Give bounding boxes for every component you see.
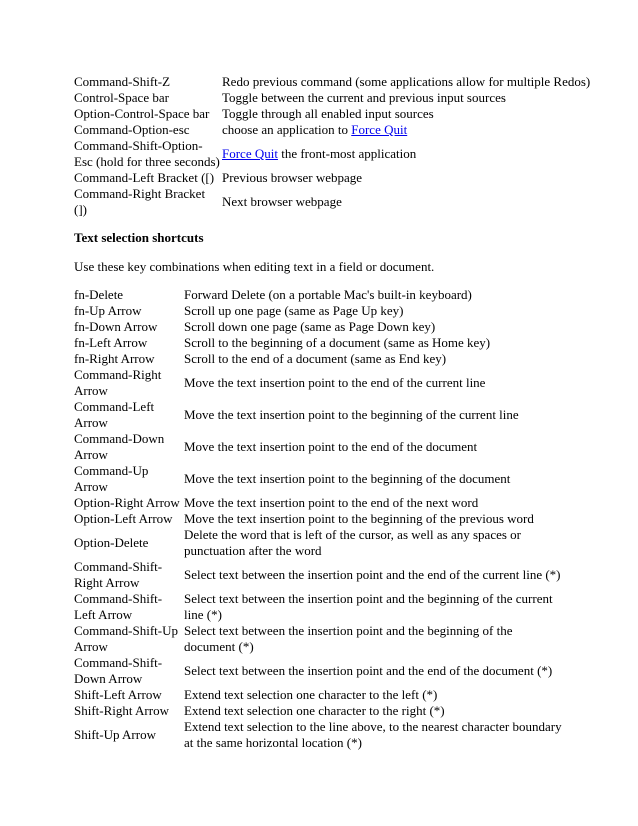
shortcut-description: Extend text selection one character to the left (*)	[184, 687, 438, 702]
table-row	[74, 287, 564, 303]
table-row	[74, 623, 564, 655]
table-row	[74, 655, 564, 687]
shortcut-description: Move the text insertion point to the end of the document	[184, 439, 478, 454]
table-row	[74, 463, 564, 495]
description-text: the front-most application	[277, 146, 417, 161]
shortcuts-table-text-selection	[74, 287, 564, 751]
table-row	[74, 335, 564, 351]
shortcut-description	[222, 138, 602, 170]
shortcut-description: Move the text insertion point to the beginning of the current line	[184, 407, 519, 422]
shortcut-description: Move the text insertion point to the end of the current line	[184, 375, 486, 390]
shortcut-key: Shift-Right Arrow	[74, 703, 169, 718]
shortcut-description: Select text between the insertion point and the beginning of the document (*)	[184, 623, 513, 654]
shortcut-description: Toggle between the current and previous input sources	[222, 90, 506, 105]
table-row	[74, 495, 564, 511]
shortcut-description: Scroll to the beginning of a document (same as Home key)	[184, 335, 491, 350]
shortcut-key: Control-Space bar	[74, 90, 169, 105]
shortcut-description: Select text between the insertion point and the end of the document (*)	[184, 663, 553, 678]
shortcut-key: fn-Up Arrow	[74, 303, 142, 318]
shortcut-key: Shift-Left Arrow	[74, 687, 162, 702]
table-row	[74, 351, 564, 367]
shortcut-key: Command-Left Arrow	[74, 399, 155, 430]
shortcut-key: Command-Shift-Up Arrow	[74, 623, 178, 654]
table-row	[74, 399, 564, 431]
shortcut-key: Command-Shift-Down Arrow	[74, 655, 163, 686]
shortcut-description: Move the text insertion point to the beginning of the document	[184, 471, 511, 486]
shortcut-key: fn-Delete	[74, 287, 124, 302]
shortcut-key: Command-Shift-Left Arrow	[74, 591, 163, 622]
force-quit-link[interactable]: Force Quit	[222, 146, 278, 161]
table-row	[74, 431, 564, 463]
table-row	[74, 122, 602, 138]
table-row	[74, 527, 564, 559]
shortcut-description: Forward Delete (on a portable Mac's built-in keyboard)	[184, 287, 472, 302]
shortcut-key: Command-Down Arrow	[74, 431, 165, 462]
table-row	[74, 591, 564, 623]
shortcut-key: fn-Right Arrow	[74, 351, 155, 366]
shortcut-description: Scroll to the end of a document (same as End key)	[184, 351, 447, 366]
table-row	[74, 319, 564, 335]
shortcut-key: Command-Option-esc	[74, 122, 190, 137]
table-row	[74, 687, 564, 703]
table-row	[74, 303, 564, 319]
shortcut-description	[222, 122, 602, 138]
shortcut-description: Move the text insertion point to the end of the next word	[184, 495, 479, 510]
shortcut-key: Option-Delete	[74, 535, 149, 550]
shortcut-key: Option-Left Arrow	[74, 511, 173, 526]
shortcut-key: Command-Right Arrow	[74, 367, 162, 398]
force-quit-link[interactable]: Force Quit	[351, 122, 408, 137]
shortcuts-table-general	[74, 74, 602, 218]
shortcut-description: Extend text selection to the line above, to the nearest character boundary at the same horizontal location (*)	[184, 719, 562, 750]
shortcut-key: Command-Right Bracket (])	[74, 186, 206, 217]
shortcut-key: Command-Shift-Right Arrow	[74, 559, 163, 590]
shortcut-key: fn-Left Arrow	[74, 335, 148, 350]
shortcut-description: Scroll up one page (same as Page Up key)	[184, 303, 404, 318]
table-row	[74, 559, 564, 591]
table-row	[74, 90, 602, 106]
shortcut-description: Delete the word that is left of the cursor, as well as any spaces or punctuation after the word	[184, 527, 522, 558]
section-heading: Text selection shortcuts	[74, 230, 204, 245]
section-intro: Use these key combinations when editing text in a field or document.	[74, 259, 435, 274]
shortcut-key: Command-Left Bracket ([)	[74, 170, 215, 185]
shortcut-description: Scroll down one page (same as Page Down key)	[184, 319, 436, 334]
table-row	[74, 138, 602, 170]
shortcut-description: Move the text insertion point to the beginning of the previous word	[184, 511, 534, 526]
table-row	[74, 511, 564, 527]
shortcut-key: Command-Shift-Z	[74, 74, 171, 89]
shortcut-key: Option-Right Arrow	[74, 495, 180, 510]
table-row	[74, 170, 602, 186]
shortcut-key: fn-Down Arrow	[74, 319, 158, 334]
shortcut-description: Select text between the insertion point and the beginning of the current line (*)	[184, 591, 553, 622]
table-row	[74, 367, 564, 399]
shortcut-description: Next browser webpage	[222, 194, 342, 209]
table-row	[74, 703, 564, 719]
table-row	[74, 186, 602, 218]
shortcut-description: Previous browser webpage	[222, 170, 363, 185]
shortcut-description: Toggle through all enabled input sources	[222, 106, 434, 121]
table-row	[74, 74, 602, 90]
description-text: choose an application to	[222, 122, 352, 137]
shortcut-key: Command-Up Arrow	[74, 463, 149, 494]
table-row	[74, 719, 564, 751]
shortcut-description: Select text between the insertion point and the end of the current line (*)	[184, 567, 561, 582]
shortcut-key: Option-Control-Space bar	[74, 106, 210, 121]
shortcut-description: Redo previous command (some applications allow for multiple Redos)	[222, 74, 591, 89]
table-row	[74, 106, 602, 122]
shortcut-description: Extend text selection one character to the right (*)	[184, 703, 445, 718]
shortcut-key: Command-Shift-Option-Esc (hold for three seconds)	[74, 138, 220, 169]
shortcut-key: Shift-Up Arrow	[74, 727, 156, 742]
